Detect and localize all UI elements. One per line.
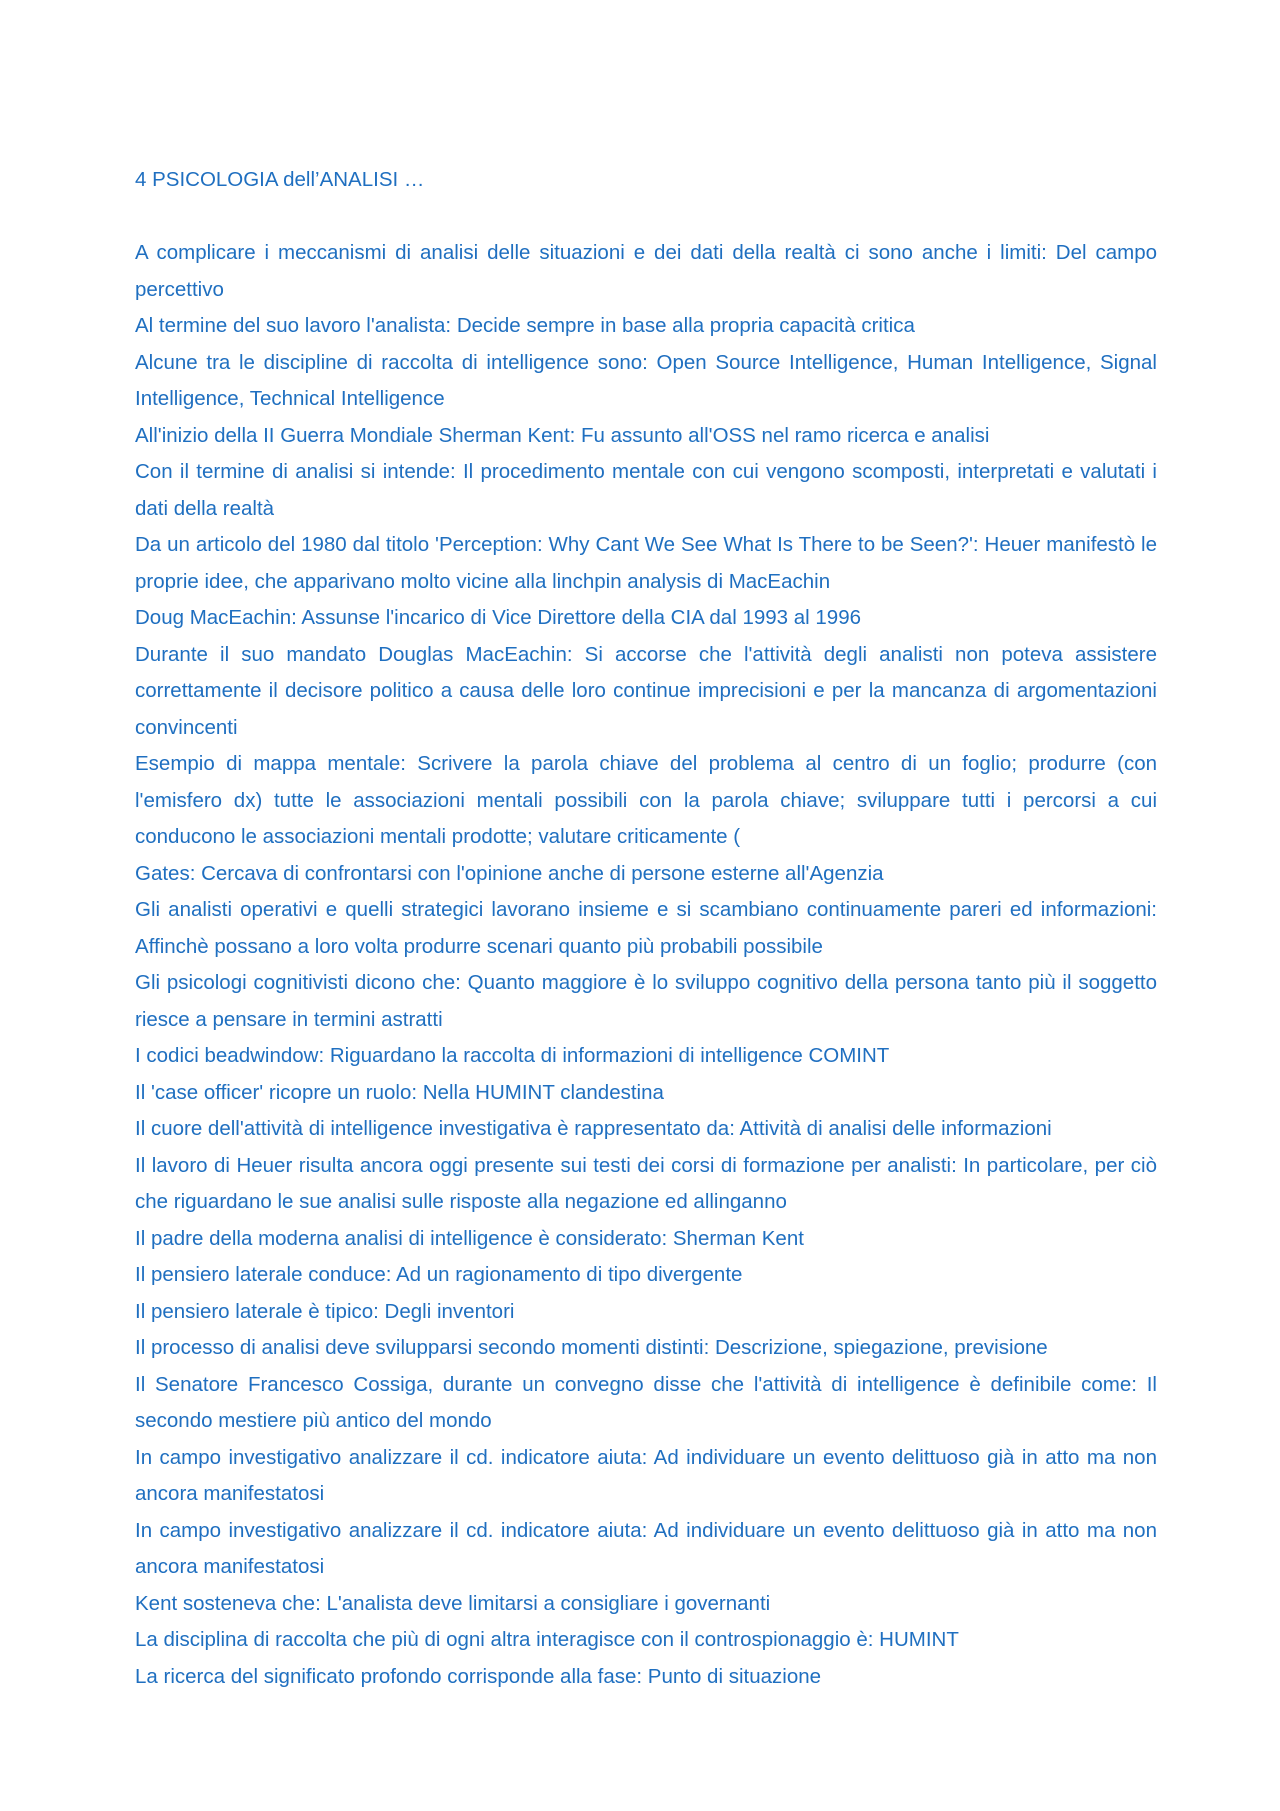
qa-item-11: Gli psicologi cognitivisti dicono che: Quanto maggiore è lo sviluppo cognitivo della persona tanto più il soggetto riesce a pensare in termini astratti xyxy=(135,971,1157,1031)
qa-item-12: I codici beadwindow: Riguardano la raccolta di informazioni di intelligence COMINT xyxy=(135,1044,890,1067)
qa-item-3: All'inizio della II Guerra Mondiale Sherman Kent: Fu assunto all'OSS nel ramo ricerca e analisi xyxy=(135,423,990,447)
qa-item-2: Alcune tra le discipline di raccolta di intelligence sono: Open Source Intelligence, Human Intelligence, Signal Intelligence, Technical Intelligence xyxy=(135,350,1157,410)
qa-item-7: Durante il suo mandato Douglas MacEachin: Si accorse che l'attività degli analisti non poteva assistere correttamente il decisore politico a causa delle loro continue imprecisioni e per la mancanza di argomentazioni convincenti xyxy=(135,642,1157,739)
qa-item-4: Con il termine di analisi si intende: Il procedimento mentale con cui vengono scomposti, interpretati e valutati i dati della realtà xyxy=(135,460,1157,520)
qa-item-1: Al termine del suo lavoro l'analista: Decide sempre in base alla propria capacità critica xyxy=(135,314,915,337)
qa-item-22: In campo investigativo analizzare il cd. indicatore aiuta: Ad individuare un evento delittuoso già in atto ma non ancora manifestatosi xyxy=(135,1518,1157,1578)
qa-item-14: Il cuore dell'attività di intelligence investigativa è rappresentato da: Attività di analisi delle informazioni xyxy=(135,1117,1052,1140)
document-body xyxy=(135,162,1157,1695)
document-title: 4 PSICOLOGIA dell’ANALISI … xyxy=(135,168,425,191)
qa-item-9: Gates: Cercava di confrontarsi con l'opinione anche di persone esterne all'Agenzia xyxy=(135,861,884,885)
qa-item-8: Esempio di mappa mentale: Scrivere la parola chiave del problema al centro di un foglio; produrre (con l'emisfero dx) tutte le associazioni mentali possibili con la parola chiave; sviluppare tutti i percorsi a cui conducono le associazioni mentali prodotte; valutare criticamente ( xyxy=(135,752,1157,848)
qa-item-25: La ricerca del significato profondo corrisponde alla fase: Punto di situazione xyxy=(135,1664,822,1688)
qa-item-20: Il Senatore Francesco Cossiga, durante un convegno disse che l'attività di intelligence è definibile come: Il secondo mestiere più antico del mondo xyxy=(135,1372,1157,1432)
qa-item-18: Il pensiero laterale è tipico: Degli inventori xyxy=(135,1299,515,1323)
qa-item-17: Il pensiero laterale conduce: Ad un ragionamento di tipo divergente xyxy=(135,1263,743,1286)
qa-item-19: Il processo di analisi deve svilupparsi secondo momenti distinti: Descrizione, spiegazione, previsione xyxy=(135,1336,1048,1359)
qa-item-15: Il lavoro di Heuer risulta ancora oggi presente sui testi dei corsi di formazione per analisti: In particolare, per ciò che riguardano le sue analisi sulle risposte alla negazione ed allinganno xyxy=(135,1153,1157,1213)
qa-item-10: Gli analisti operativi e quelli strategici lavorano insieme e si scambiano continuamente pareri ed informazioni: Affinchè possano a loro volta produrre scenari quanto più probabili possibile xyxy=(135,898,1157,958)
qa-item-5: Da un articolo del 1980 dal titolo 'Perception: Why Cant We See What Is There to be Seen?': Heuer manifestò le proprie idee, che apparivano molto vicine alla linchpin analysis di MacEachin xyxy=(135,533,1157,593)
qa-item-16: Il padre della moderna analisi di intelligence è considerato: Sherman Kent xyxy=(135,1226,804,1250)
qa-item-23: Kent sosteneva che: L'analista deve limitarsi a consigliare i governanti xyxy=(135,1591,771,1615)
qa-item-24: La disciplina di raccolta che più di ogni altra interagisce con il controspionaggio è: HUMINT xyxy=(135,1628,959,1651)
qa-item-0: A complicare i meccanismi di analisi delle situazioni e dei dati della realtà ci sono anche i limiti: Del campo percettivo xyxy=(135,241,1157,301)
qa-item-13: Il 'case officer' ricopre un ruolo: Nella HUMINT clandestina xyxy=(135,1080,664,1104)
qa-item-6: Doug MacEachin: Assunse l'incarico di Vice Direttore della CIA dal 1993 al 1996 xyxy=(135,606,862,629)
qa-item-21: In campo investigativo analizzare il cd. indicatore aiuta: Ad individuare un evento delittuoso già in atto ma non ancora manifestatosi xyxy=(135,1445,1157,1505)
